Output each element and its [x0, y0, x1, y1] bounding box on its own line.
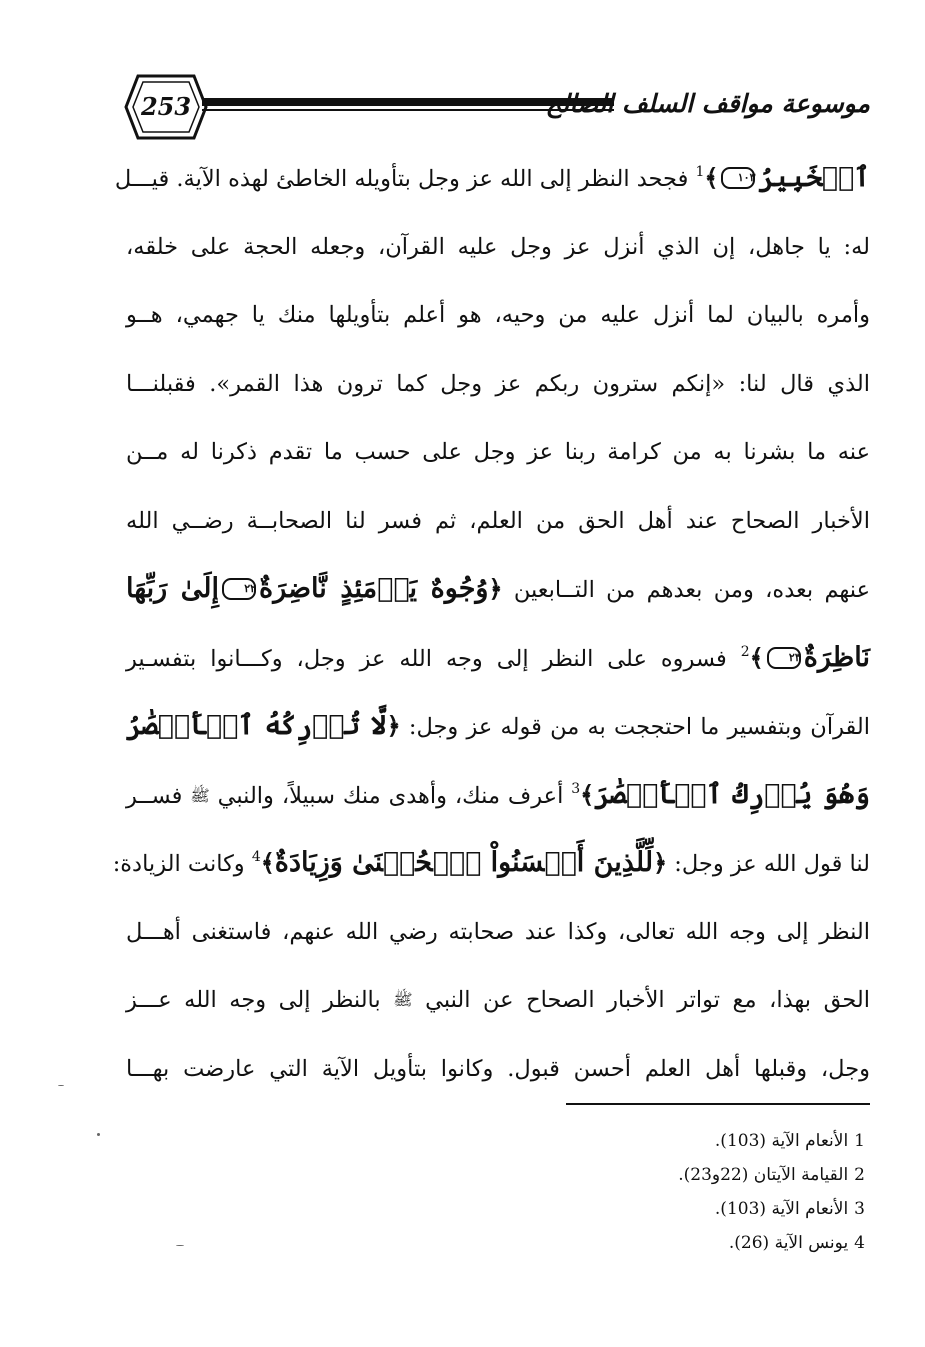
- footnote-item: [560, 1158, 865, 1192]
- text-line-12: النظر إلى وجه الله تعالى، وكذا عند صحابته رضي الله عنهم، فاستغنى أهـــل: [126, 918, 870, 945]
- text-line-4: الذي قال لنا: «إنكم سترون ربكم عز وجل كما ترون هذا القمر». فقبلنـــا: [126, 370, 870, 397]
- page-header: [110, 66, 870, 148]
- quran-text: ٱلۡخَبِيرُ: [758, 162, 870, 193]
- footnote-number: 4: [854, 1233, 865, 1253]
- main-text: [112, 144, 871, 1103]
- ayah-number: ٢٣: [788, 650, 801, 664]
- scan-speck: [176, 1245, 184, 1246]
- quran-close-brace-icon: ﴾: [749, 642, 764, 672]
- footnote-text: الأنعام الآية (103).: [714, 1199, 849, 1219]
- quran-close-brace-icon: ﴾: [704, 163, 719, 192]
- ayah-end-marker: [721, 167, 755, 189]
- text-line-7: [126, 555, 870, 624]
- quran-open-brace-icon: ﴿: [488, 574, 503, 603]
- quran-close-brace-icon: ﴾: [580, 779, 595, 809]
- line-text: فســر: [126, 782, 183, 809]
- text-line-14: وجل، وقبلها أهل العلم أحسن قبول. وكانوا بتأويل الآية التي عارضت بهـــا: [126, 1055, 870, 1082]
- text-line-9: [126, 692, 870, 761]
- text-line-11: [112, 829, 870, 898]
- quran-open-brace-icon: ﴿: [653, 848, 668, 877]
- line-text: عنهم بعده، ومن بعدهم من التــابعين: [513, 577, 871, 603]
- text-line-1: [114, 144, 870, 213]
- text-line-6: الأخبار الصحاح عند أهل الحق من العلم، ثم فسر لنا الصحابــة رضــي الله: [126, 507, 870, 534]
- quran-text: وُجُوهٌ يَوۡمَئِذٍ نَّاضِرَةٌ: [259, 573, 489, 604]
- line-text: وكانت الزيادة:: [112, 851, 245, 877]
- text-line-8: [126, 624, 870, 693]
- footnote-number: 2: [854, 1165, 865, 1185]
- salawat-icon: ﷺ: [393, 990, 413, 1009]
- line-text: القرآن وبتفسير ما احتججت به من قوله عز وجل:: [408, 714, 870, 740]
- book-title: موسوعة مواقف السلف الصالح: [545, 89, 870, 118]
- footnote-ref[interactable]: 3: [571, 780, 581, 797]
- quran-close-brace-icon: ﴾: [260, 848, 275, 877]
- page-number-badge: [124, 74, 208, 140]
- text-line-5: عنه ما بشرنا به من كرامة ربنا عز وجل على حسب ما تقدم ذكرنا له مــن: [126, 439, 870, 465]
- text-line-2: له: يا جاهل، إن الذي أنزل عز وجل عليه القرآن، وجعله الحجة على خلقه،: [126, 233, 870, 260]
- scan-speck: [58, 1085, 64, 1086]
- footnote-text: يونس الآية (26).: [728, 1233, 849, 1253]
- line-text: فجحد النظر إلى الله عز وجل بتأويله الخاطئ لهذه الآية. قيـــل: [114, 166, 689, 192]
- footnote-text: القيامة الآيتان (22و23).: [678, 1165, 849, 1185]
- quran-text: إِلَىٰ رَبِّهَا: [126, 573, 220, 604]
- footnote-separator: [566, 1103, 870, 1105]
- line-text: الحق بهذا، مع تواتر الأخبار الصحاح عن النبي: [425, 987, 870, 1013]
- footnote-ref[interactable]: 1: [695, 164, 705, 180]
- text-line-13: [126, 966, 870, 1035]
- line-text: لنا قول الله عز وجل:: [674, 851, 870, 877]
- scan-speck: [97, 1133, 100, 1136]
- footnote-ref[interactable]: 2: [740, 643, 750, 660]
- quran-open-brace-icon: ﴿: [386, 711, 401, 740]
- quran-text: لَّا تُدۡرِكُهُ ٱلۡأَبۡصَٰرُ: [126, 710, 387, 741]
- footnote-number: 3: [854, 1199, 865, 1219]
- quran-text: لِّلَّذِينَ أَحۡسَنُواْ ٱلۡحُسۡنَىٰ وَزِيَادَةٌ: [274, 847, 654, 878]
- footnote-item: [560, 1226, 865, 1260]
- ayah-number: ٢٢: [244, 582, 257, 595]
- line-text: بالنظر إلى وجه الله عـــز: [126, 987, 381, 1013]
- footnote-item: [560, 1192, 865, 1226]
- text-line-10: [126, 761, 870, 830]
- ayah-end-marker: [222, 578, 256, 600]
- footnote-text: الأنعام الآية (103).: [714, 1131, 849, 1151]
- page-number: 253: [140, 92, 192, 121]
- quran-text: وَهُوَ يُدۡرِكُ ٱلۡأَبۡصَٰرَ: [594, 778, 870, 810]
- quran-text: نَاظِرَةٌ: [803, 641, 871, 673]
- footnotes: [560, 1124, 865, 1260]
- line-text: أعرف منك، وأهدى منك سبيلاً، والنبي: [217, 782, 564, 809]
- text-line-3: وأمره بالبيان لما أنزل عليه من وحيه، هو أعلم بتأويلها منك يا جهمي، هــو: [126, 302, 870, 328]
- footnote-item: [560, 1124, 865, 1158]
- ayah-number: ١٠٣: [737, 171, 756, 184]
- ayah-end-marker: [767, 647, 801, 669]
- line-text: فسروه على النظر إلى وجه الله عز وجل، وكـــانوا بتفسـير: [126, 645, 727, 672]
- footnote-ref[interactable]: 4: [251, 849, 261, 865]
- salawat-icon: ﷺ: [190, 785, 210, 805]
- footnote-number: 1: [854, 1131, 865, 1151]
